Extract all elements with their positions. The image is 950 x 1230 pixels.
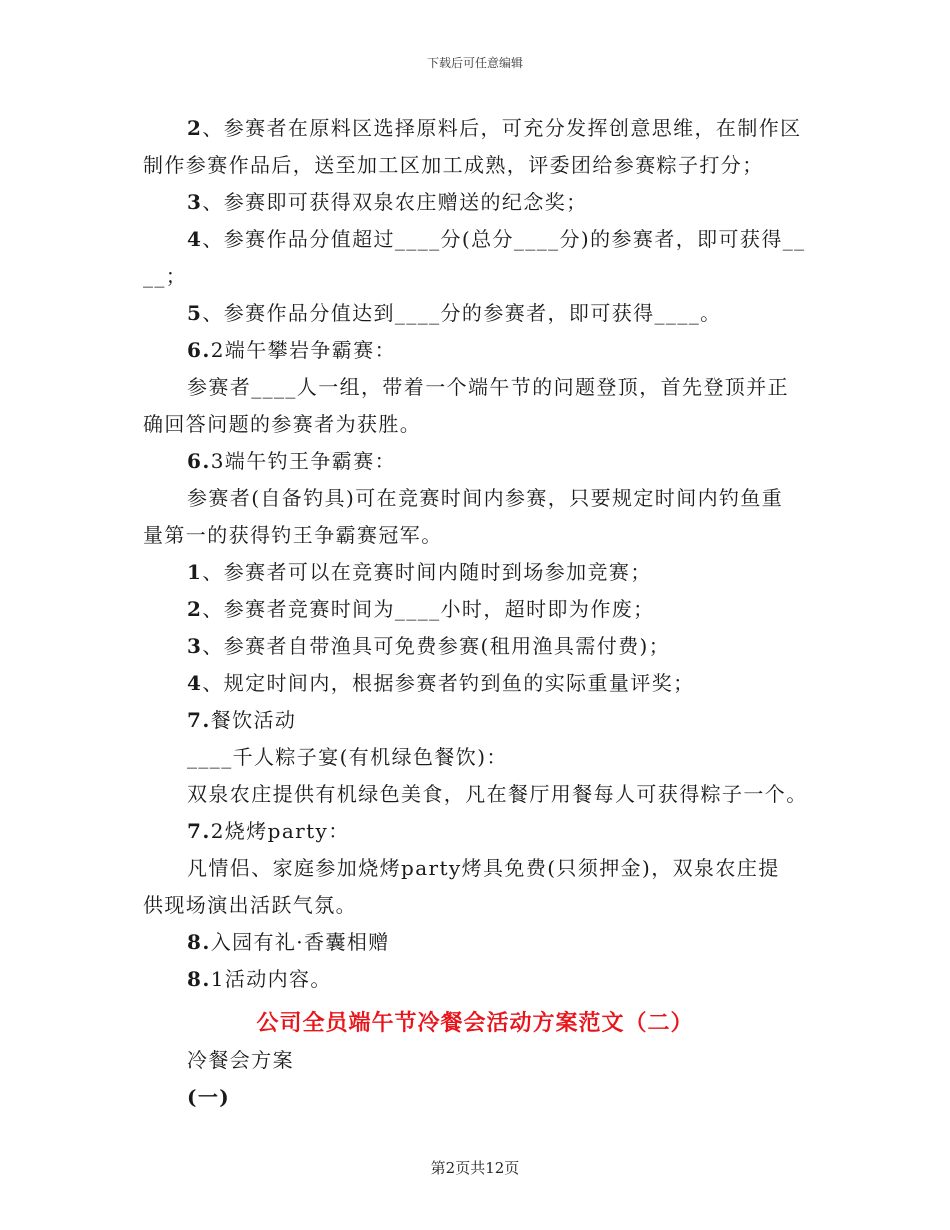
text-line: 2、参赛者在原料区选择原料后，可充分发挥创意思维，在制作区	[187, 116, 802, 140]
text-line: 量第一的获得钓王争霸赛冠军。	[143, 523, 443, 547]
text-line: 参赛者____人一组，带着一个端午节的问题登顶，首先登顶并正	[187, 375, 789, 399]
subheading-line: 7.2烧烤party：	[187, 819, 350, 843]
text-line: 供现场演出活跃气氛。	[143, 893, 357, 917]
text-line: 冷餐会方案	[187, 1048, 294, 1072]
text-line: 参赛者(自备钓具)可在竞赛时间内参赛，只要规定时间内钓鱼重	[187, 486, 784, 510]
text-line: 2、参赛者竞赛时间为____小时，超时即为作废；	[187, 597, 655, 621]
text-line: 确回答问题的参赛者为获胜。	[143, 412, 422, 436]
text-line: 3、参赛者自带渔具可免费参赛(租用渔具需付费)；	[187, 634, 671, 658]
text-line: 制作参赛作品后，送至加工区加工成熟，评委团给参赛粽子打分；	[143, 153, 764, 177]
page-header-note: 下载后可任意编辑	[426, 56, 523, 70]
text-line: 凡情侣、家庭参加烧烤party烤具免费(只须押金)，双泉农庄提	[187, 856, 780, 880]
text-line: ____千人粽子宴(有机绿色餐饮)：	[187, 745, 508, 769]
text-line: 4、参赛作品分值超过____分(总分____分)的参赛者，即可获得__	[187, 227, 806, 251]
text-line: 3、参赛即可获得双泉农庄赠送的纪念奖；	[187, 190, 588, 214]
text-line: 1、参赛者可以在竞赛时间内随时到场参加竞赛；	[187, 560, 652, 584]
text-line: 双泉农庄提供有机绿色美食，凡在餐厅用餐每人可获得粽子一个。	[187, 782, 808, 806]
page-number: 第2页共12页	[430, 1159, 520, 1177]
text-line: (一)	[187, 1085, 231, 1109]
text-line: __；	[143, 264, 188, 288]
text-line: 5、参赛作品分值达到____分的参赛者，即可获得____。	[187, 301, 722, 325]
subheading-line: 6.3端午钓王争霸赛：	[187, 449, 397, 473]
subheading-line: 8.入园有礼·香囊相赠	[187, 930, 390, 954]
section-title: 公司全员端午节冷餐会活动方案范文（二）	[256, 1010, 694, 1036]
subheading-line: 6.2端午攀岩争霸赛：	[187, 338, 397, 362]
text-line: 4、规定时间内，根据参赛者钓到鱼的实际重量评奖；	[187, 671, 695, 695]
subheading-line: 8.1活动内容。	[187, 967, 332, 991]
subheading-line: 7.餐饮活动	[187, 708, 297, 732]
